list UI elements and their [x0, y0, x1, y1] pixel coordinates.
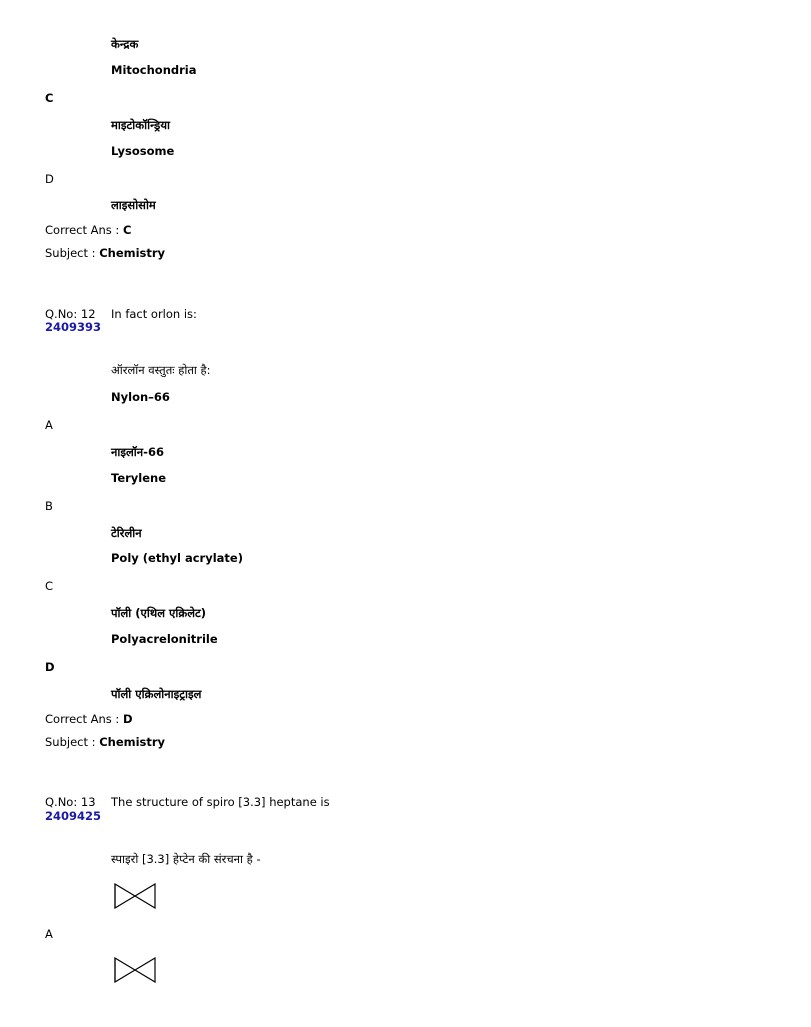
option-b-hindi: केन्द्रक [111, 37, 139, 51]
option-b-hindi: टेरिलीन [111, 526, 142, 540]
option-d-english: Lysosome [111, 144, 175, 158]
option-c-letter: C [45, 579, 54, 593]
subject-value: Chemistry [99, 246, 166, 260]
subject-label: Subject : [45, 246, 96, 260]
option-a-structure [114, 957, 156, 983]
question-number [45, 795, 96, 809]
option-a-letter: A [45, 418, 53, 432]
option-b-english: Terylene [111, 471, 167, 485]
question-text-hindi: स्पाइरो [3.3] हेप्टेन की संरचना है - [111, 852, 261, 866]
option-d-letter: D [45, 660, 55, 674]
subject-row [45, 246, 165, 260]
question-id: 2409393 [45, 320, 102, 334]
question-number-value: 13 [80, 795, 96, 809]
option-d-letter: D [45, 172, 54, 186]
option-a-letter: A [45, 927, 53, 941]
correct-answer-row [45, 712, 133, 726]
question-id: 2409425 [45, 809, 102, 823]
question-text-english: The structure of spiro [3.3] heptane is [111, 795, 330, 809]
option-c-english: Poly (ethyl acrylate) [111, 551, 243, 565]
option-d-hindi: पॉली एक्रिलोनाइट्राइल [111, 687, 202, 701]
correct-answer-row [45, 223, 131, 237]
correct-answer-value: D [122, 712, 133, 726]
option-c-hindi: पॉली (एथिल एक्रिलेट) [111, 606, 207, 620]
correct-answer-label: Correct Ans : [45, 712, 120, 726]
correct-answer-value: C [122, 223, 132, 237]
option-c-letter: C [45, 91, 54, 105]
option-d-english: Polyacrelonitrile [111, 632, 218, 646]
question-text-hindi: ऑरलॉन वस्तुतः होता है: [111, 363, 211, 377]
option-a-english: Nylon–66 [111, 390, 170, 404]
option-d-hindi: लाइसोसोम [111, 198, 156, 212]
correct-answer-label: Correct Ans : [45, 223, 120, 237]
option-b-letter: B [45, 499, 53, 513]
question-text-english: In fact orlon is: [111, 307, 197, 321]
spiro-heptane-structure [114, 883, 156, 909]
question-number-value: 12 [80, 307, 96, 321]
question-number-label: Q.No: [45, 795, 78, 809]
subject-label: Subject : [45, 735, 96, 749]
subject-value: Chemistry [99, 735, 166, 749]
option-a-hindi: नाइलॉन-66 [111, 445, 164, 459]
question-number-label: Q.No: [45, 307, 78, 321]
subject-row [45, 735, 165, 749]
question-number [45, 307, 96, 321]
option-c-hindi: माइटोकॉन्ड्रिया [111, 118, 170, 132]
option-c-english: Mitochondria [111, 63, 197, 77]
